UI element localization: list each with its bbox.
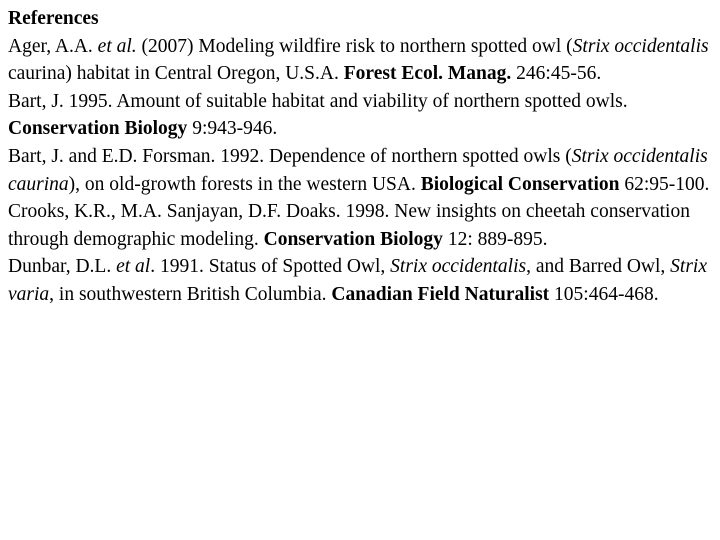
- ref-journal: Canadian Field Naturalist: [331, 283, 550, 305]
- ref-text: , and Barred Owl,: [526, 256, 671, 278]
- ref-species: Strix occidentalis caurina: [8, 145, 708, 195]
- ref-text: Dunbar, D.L.: [8, 256, 117, 278]
- ref-volume: 105:464-468.: [549, 283, 659, 305]
- ref-species: Strix occidentalis: [572, 35, 709, 57]
- reference-bart-forsman-1992: [8, 143, 716, 198]
- references-heading: References: [8, 8, 99, 29]
- ref-volume: 246:45-56.: [511, 63, 602, 85]
- ref-volume: 9:943-946.: [187, 118, 278, 140]
- ref-journal: Conservation Biology: [263, 228, 443, 250]
- ref-species: Strix occidentalis: [390, 256, 527, 278]
- ref-journal: Forest Ecol. Manag.: [343, 63, 512, 85]
- reference-ager-2007: [8, 33, 716, 88]
- ref-text: (2007) Modeling wildfire risk to northern spotted owl (: [136, 35, 573, 57]
- references-page: [8, 5, 716, 309]
- ref-text: . 1991. Status of Spotted Owl,: [150, 256, 391, 278]
- reference-bart-1995: [8, 88, 716, 143]
- ref-text: caurina) habitat in Central Oregon, U.S.A.: [8, 63, 344, 85]
- ref-italic: et al: [116, 256, 151, 278]
- ref-text: Ager, A.A.: [8, 35, 98, 57]
- ref-text: , in southwestern British Columbia.: [49, 283, 332, 305]
- ref-text: Crooks, K.R., M.A. Sanjayan, D.F. Doaks. 1998. New insights on cheetah conservation through demographic modeling.: [8, 201, 690, 250]
- ref-journal: Biological Conservation: [420, 173, 620, 195]
- reference-dunbar-1991: [8, 253, 716, 308]
- ref-text: Bart, J. and E.D. Forsman. 1992. Dependence of northern spotted owls (: [8, 145, 572, 167]
- ref-text: Bart, J. 1995. Amount of suitable habitat and viability of northern spotted owls.: [8, 90, 628, 112]
- ref-text: ), on old-growth forests in the western USA.: [68, 173, 421, 195]
- ref-italic: et al.: [97, 35, 137, 57]
- ref-volume: 12: 889-895.: [442, 228, 548, 250]
- reference-crooks-1998: [8, 198, 716, 253]
- ref-volume: 62:95-100.: [619, 173, 710, 195]
- ref-species: Strix varia: [8, 256, 707, 305]
- ref-journal: Conservation Biology: [8, 118, 188, 140]
